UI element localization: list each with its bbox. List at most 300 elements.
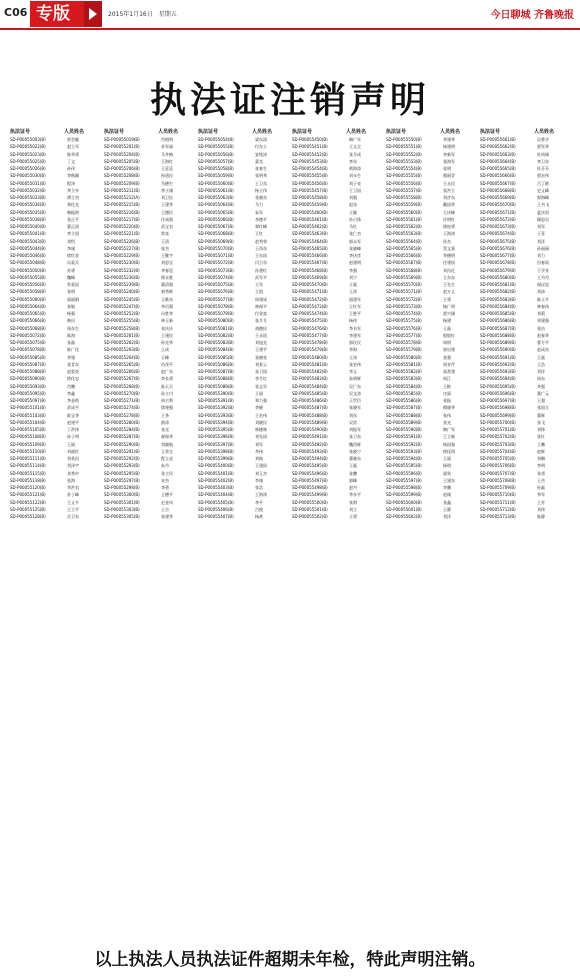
person-name: 吴雷 (349, 419, 357, 425)
cert-number: SD-P00055479(B) (292, 347, 328, 353)
list-item (480, 390, 572, 397)
person-name: 陈宝华 (67, 412, 79, 418)
cert-number: SD-P00055305(B) (104, 514, 140, 519)
person-name: 岳卫东 (67, 514, 79, 519)
person-name: 任成润 (161, 216, 173, 222)
list-item (480, 201, 572, 208)
person-name: 马德生 (161, 180, 173, 186)
cert-number: SD-P00055502(B) (292, 514, 328, 519)
cert-number: SD-P00055476(B) (292, 325, 328, 331)
section-label: 专版 (36, 4, 70, 24)
person-name: 张宏伟 (349, 361, 361, 367)
cert-number: SD-P00055572(B) (386, 296, 422, 302)
person-name: 杨明 (443, 463, 451, 469)
cert-number: SD-P00055678(B) (480, 260, 516, 266)
list-item (104, 506, 196, 513)
cert-number: SD-P00055043(B) (10, 238, 46, 244)
list-item (480, 433, 572, 440)
list-item (198, 288, 290, 295)
person-name: 王丹丹 (537, 274, 549, 280)
list-item (386, 209, 478, 216)
list-item (292, 259, 384, 266)
list-item (292, 245, 384, 252)
person-name: 王世臣 (349, 398, 361, 403)
cert-number: SD-P00055692(B) (480, 361, 516, 367)
list-item (480, 462, 572, 469)
person-name: 刘希田 (67, 456, 79, 461)
cert-number: SD-P00055481(B) (292, 361, 328, 367)
person-name: 张国立 (537, 405, 549, 411)
cert-number: SD-P00055683(B) (480, 296, 516, 302)
person-name: 赵爱亮 (67, 369, 79, 374)
listing-column (104, 128, 196, 520)
person-name: 李建军 (349, 332, 361, 338)
cert-number: SD-P00055558(B) (386, 195, 422, 200)
list-item (292, 484, 384, 491)
listing-column (386, 128, 478, 520)
cert-number: SD-P00055407(B) (198, 514, 234, 519)
cert-number: SD-P00055217(B) (104, 216, 140, 222)
list-item (292, 354, 384, 361)
cert-number: SD-P00055492(B) (292, 441, 328, 447)
person-name: 李洪君 (67, 485, 79, 490)
person-name: 王成 (161, 347, 169, 353)
person-name: 王建国 (255, 463, 267, 469)
person-name: 王凯 (255, 289, 263, 295)
person-name: 丁文 (67, 158, 75, 164)
list-item (386, 383, 478, 390)
list-item (104, 332, 196, 339)
cert-number: SD-P00055115(B) (10, 470, 46, 476)
person-name: 陈华勇 (67, 151, 79, 157)
cert-number: SD-P00055122(B) (10, 499, 46, 505)
cert-number: SD-P00055471(B) (292, 289, 328, 295)
cert-number: SD-P00055593(B) (386, 448, 422, 454)
person-name: 周亚芹 (443, 361, 455, 367)
cert-number: SD-P00055451(B) (292, 144, 328, 150)
person-name: 孙杰 (443, 238, 451, 244)
person-name: 吴文涛 (349, 390, 361, 396)
list-item (386, 252, 478, 259)
list-item (480, 310, 572, 317)
cert-no-header: 执法证号 (198, 129, 219, 135)
cert-number: SD-P00055396(B) (198, 434, 234, 440)
person-name: 刘洋 (537, 238, 545, 244)
person-name: 李玉 (349, 369, 357, 374)
person-name: 张振 (443, 398, 451, 403)
cert-number: SD-P00055086(B) (198, 361, 234, 367)
person-name: 王西东 (255, 245, 267, 251)
person-name: 刘福红 (67, 448, 79, 454)
list-item (292, 368, 384, 375)
list-item (10, 288, 102, 295)
cert-no-header: 执法证号 (10, 129, 31, 135)
list-item (386, 172, 478, 179)
cert-number: SD-P00055483(B) (292, 376, 328, 382)
list-item (480, 426, 572, 433)
listing-column (292, 128, 384, 520)
cert-number: SD-P00055080(B) (198, 318, 234, 324)
list-item (386, 187, 478, 194)
person-name: 庄丽 (443, 390, 451, 396)
list-item (10, 346, 102, 353)
list-item (10, 143, 102, 150)
list-item (198, 187, 290, 194)
list-item (292, 209, 384, 216)
list-item (480, 172, 572, 179)
cert-number: SD-P00055582(B) (386, 369, 422, 374)
cert-number: SD-P00055570(B) (386, 282, 422, 287)
person-name: 刘泽宇 (67, 463, 79, 469)
list-item (480, 419, 572, 426)
list-item (104, 151, 196, 158)
list-item (480, 441, 572, 448)
cert-number: SD-P00055290(B) (104, 441, 140, 447)
list-item (10, 267, 102, 274)
cert-number: SD-P00055403(B) (198, 485, 234, 490)
list-item (292, 281, 384, 288)
cert-number: SD-P00055220(B) (104, 224, 140, 229)
list-item (292, 187, 384, 194)
cert-number: SD-P00055488(B) (292, 412, 328, 418)
cert-number: SD-P00055120(B) (10, 485, 46, 490)
cert-number: SD-P00055566(B) (386, 253, 422, 258)
cert-number: SD-P00055682(B) (480, 289, 516, 295)
person-name: 王峰 (161, 354, 169, 360)
list-item (386, 426, 478, 433)
cert-number: SD-P00055469(B) (292, 274, 328, 280)
person-name: 赵秀荣 (255, 238, 267, 244)
person-name: 李建华 (443, 137, 455, 142)
cert-number: SD-P00055084(B) (198, 347, 234, 353)
person-name: 李秋颖 (67, 173, 79, 179)
cert-number: SD-P00055665(B) (480, 166, 516, 171)
list-item (10, 281, 102, 288)
list-item (292, 143, 384, 150)
list-item (480, 165, 572, 172)
person-name: 马红 (349, 224, 357, 229)
list-item (104, 296, 196, 303)
person-name: 杨伟 (349, 318, 357, 324)
page-header (0, 0, 580, 30)
cert-number: SD-P00055267(B) (104, 376, 140, 382)
cert-number: SD-P00055270(B) (104, 390, 140, 396)
list-item (10, 317, 102, 324)
list-item (292, 201, 384, 208)
cert-number: SD-P00055458(B) (292, 195, 328, 200)
cert-number: SD-P00055666(B) (480, 173, 516, 179)
cert-number: SD-P00055274(B) (104, 405, 140, 411)
person-name: 郭永军 (349, 238, 361, 244)
person-name: 李卫东 (537, 158, 549, 164)
person-name: 刘景云 (255, 361, 267, 367)
cert-number: SD-P00055600(B) (386, 499, 422, 505)
cert-number: SD-P00055065(B) (10, 311, 46, 316)
person-name: 付东立 (255, 144, 267, 150)
cert-number: SD-P00055664(B) (480, 158, 516, 164)
list-item (480, 259, 572, 266)
person-name: 王东国 (255, 253, 267, 258)
cert-number: SD-P00055104(B) (10, 419, 46, 425)
person-name: 张春生 (255, 166, 267, 171)
list-item (198, 245, 290, 252)
person-name: 张浩 (255, 485, 263, 490)
person-name: 陶广军 (349, 137, 361, 142)
cert-number: SD-P00055485(B) (292, 390, 328, 396)
list-item (292, 462, 384, 469)
list-item (104, 187, 196, 194)
list-item (104, 194, 196, 201)
person-name: 王华 (161, 412, 169, 418)
list-item (292, 477, 384, 484)
person-name: 肖茂平 (161, 361, 173, 367)
person-name: 徐永胜 (161, 274, 173, 280)
cert-number: SD-P00055501(B) (292, 506, 328, 512)
list-item (104, 165, 196, 172)
list-item (104, 172, 196, 179)
list-item (386, 361, 478, 368)
cert-number: SD-P00055208(B) (104, 173, 140, 179)
cert-number: SD-P00055088(B) (198, 376, 234, 382)
cert-number: SD-P00055206(B) (104, 166, 140, 171)
cert-number: SD-P00055056(B) (198, 151, 234, 157)
person-name: 韩振财 (67, 209, 79, 215)
person-name: 殷银红 (443, 332, 455, 338)
list-item (292, 491, 384, 498)
list-item (292, 223, 384, 230)
cert-number: SD-P00055056(B) (10, 282, 46, 287)
person-name: 刘洋 (537, 369, 545, 374)
cert-number: SD-P00055576(B) (386, 325, 422, 331)
cert-number: SD-P00055395(B) (198, 427, 234, 432)
list-item (480, 397, 572, 404)
list-item (480, 296, 572, 303)
cert-number: SD-P00055114(B) (10, 463, 46, 469)
list-item (104, 368, 196, 375)
cert-number: SD-P00055050(B) (10, 267, 46, 273)
cert-number: SD-P00055390(B) (198, 390, 234, 396)
list-item (292, 361, 384, 368)
person-name: 赵辉 (537, 448, 545, 454)
list-item (386, 216, 478, 223)
cert-number: SD-P00055467(B) (292, 260, 328, 266)
person-name: 林玉新 (161, 318, 173, 324)
person-name: 杜芬芬 (537, 166, 549, 171)
cert-number: SD-P00055590(B) (386, 427, 422, 432)
list-item (198, 296, 290, 303)
list-item (198, 158, 290, 165)
person-name: 王涛 (349, 354, 357, 360)
person-name: 朱军 (255, 209, 263, 215)
list-item (386, 462, 478, 469)
list-item (386, 296, 478, 303)
list-item (104, 143, 196, 150)
list-item (480, 151, 572, 158)
person-name: 蒙克 (255, 158, 263, 164)
list-item (10, 194, 102, 201)
list-item (10, 296, 102, 303)
list-item (480, 245, 572, 252)
person-name: 林春伟 (537, 303, 549, 309)
list-item (104, 303, 196, 310)
list-item (10, 433, 102, 440)
person-name: 王胜平 (349, 311, 361, 316)
cert-number: SD-P00055498(B) (292, 485, 328, 490)
list-item (198, 455, 290, 462)
person-name: 李建 (67, 354, 75, 360)
cert-number: SD-P00055499(B) (292, 492, 328, 498)
cert-number: SD-P00055706(B) (480, 463, 516, 469)
person-name: 张海军 (443, 158, 455, 164)
cert-number: SD-P00055463(B) (292, 231, 328, 237)
cert-number: SD-P00055034(B) (10, 202, 46, 208)
cert-number: SD-P00055464(B) (292, 238, 328, 244)
cert-number: SD-P00055474(B) (292, 311, 328, 316)
person-name: 刘丙化 (443, 267, 455, 273)
cert-number: SD-P00055480(B) (292, 354, 328, 360)
person-name: 王永国 (255, 332, 267, 338)
list-item (10, 339, 102, 346)
cert-number: SD-P00055397(B) (198, 441, 234, 447)
list-item (198, 433, 290, 440)
person-name: 林德林 (255, 427, 267, 432)
list-item (480, 194, 572, 201)
person-name: 张仁杰 (349, 231, 361, 237)
cert-number: SD-P00055497(B) (292, 477, 328, 483)
list-item (386, 201, 478, 208)
cert-number: SD-P00055038(B) (10, 216, 46, 222)
list-item (198, 448, 290, 455)
list-item (292, 513, 384, 520)
cert-number: SD-P00055055(B) (198, 144, 234, 150)
list-item (198, 513, 290, 520)
person-name: 穆晓华 (443, 405, 455, 411)
list-item (386, 143, 478, 150)
person-name: 武宝君 (161, 224, 173, 229)
list-item (386, 281, 478, 288)
person-name: 赵丹 (349, 485, 357, 490)
person-name: 刘永生 (349, 173, 361, 179)
person-name: 张晓东 (255, 195, 267, 200)
person-name: 王鹏 (537, 441, 545, 447)
list-item (480, 180, 572, 187)
list-item (104, 354, 196, 361)
list-item (198, 165, 290, 172)
cert-number: SD-P00055553(B) (386, 158, 422, 164)
cert-number: SD-P00055675(B) (480, 238, 516, 244)
list-item (198, 201, 290, 208)
cert-number: SD-P00055221(B) (104, 231, 140, 237)
cert-number: SD-P00055232(B) (104, 267, 140, 273)
person-name: 刘沛 (537, 289, 545, 295)
cert-number: SD-P00055550(B) (386, 137, 422, 142)
cert-number: SD-P00055679(B) (480, 267, 516, 273)
person-name: 王建民 (161, 332, 173, 338)
person-name: 杨欢 (255, 514, 263, 519)
list-item (480, 513, 572, 520)
column-header (386, 128, 478, 136)
person-name: 黄海涛 (349, 166, 361, 171)
person-name: 马井梅 (161, 151, 173, 157)
person-name: 王超 (537, 398, 545, 403)
list-item (198, 143, 290, 150)
person-name: 张明 (443, 166, 451, 171)
person-name: 戴国华 (443, 202, 455, 208)
list-item (104, 426, 196, 433)
person-name: 赵刚 (443, 492, 451, 498)
cert-number: SD-P00055557(B) (386, 187, 422, 193)
person-name: 周东生 (67, 325, 79, 331)
list-item (386, 368, 478, 375)
person-name: 史义峰 (537, 187, 549, 193)
person-name: 王德民 (161, 209, 173, 215)
cert-number: SD-P00055073(B) (198, 267, 234, 273)
list-item (292, 252, 384, 259)
cert-number: SD-P00055399(B) (198, 456, 234, 461)
list-item (292, 426, 384, 433)
person-name: 王静 (443, 506, 451, 512)
list-item (104, 419, 196, 426)
cert-number: SD-P00055295(B) (104, 470, 140, 476)
cert-number: SD-P00055555(B) (386, 173, 422, 179)
cert-number: SD-P00055592(B) (386, 441, 422, 447)
cert-number: SD-P00055076(B) (198, 289, 234, 295)
list-item (104, 223, 196, 230)
list-item (292, 339, 384, 346)
cert-number: SD-P00055239(B) (104, 282, 140, 287)
person-name: 程涛 (67, 180, 75, 186)
cert-number: SD-P00055205(B) (104, 158, 140, 164)
name-header: 人员姓名 (440, 129, 461, 135)
person-name: 刘旭光 (255, 340, 267, 345)
person-name: 苏军福 (161, 144, 173, 150)
cert-number: SD-P00055068(B) (10, 325, 46, 331)
cert-number: SD-P00055676(B) (480, 245, 516, 251)
list-item (198, 412, 290, 419)
cert-number: SD-P00055559(B) (386, 202, 422, 208)
list-item (480, 404, 572, 411)
list-item (104, 216, 196, 223)
list-item (198, 274, 290, 281)
person-name: 牟爱国 (67, 282, 79, 287)
person-name: 张光 (161, 427, 169, 432)
name-header: 人员姓名 (64, 129, 85, 135)
list-item (480, 303, 572, 310)
person-name: 刘晓民 (255, 419, 267, 425)
listing-column (480, 128, 572, 520)
cert-number: SD-P00055495(B) (292, 463, 328, 469)
cert-number: SD-P00055404(B) (198, 492, 234, 498)
person-name: 陈天天 (161, 383, 173, 389)
list-item (104, 281, 196, 288)
list-item (292, 230, 384, 237)
list-item (104, 267, 196, 274)
cert-number: SD-P00055030(B) (10, 173, 46, 179)
person-name: 李东 (349, 158, 357, 164)
list-item (480, 477, 572, 484)
cert-number: SD-P00055450(B) (292, 137, 328, 142)
cert-number: SD-P00055705(B) (480, 456, 516, 461)
cert-number: SD-P00055066(B) (198, 216, 234, 222)
person-name: 李健 (255, 405, 263, 411)
list-item (104, 390, 196, 397)
person-name: 张月成 (349, 151, 361, 157)
cert-number: SD-P00055587(B) (386, 405, 422, 411)
person-name: 郑红峰 (255, 224, 267, 229)
person-name: 贾会颖 (67, 137, 79, 142)
list-item (386, 194, 478, 201)
person-name: 刘立 (349, 506, 357, 512)
